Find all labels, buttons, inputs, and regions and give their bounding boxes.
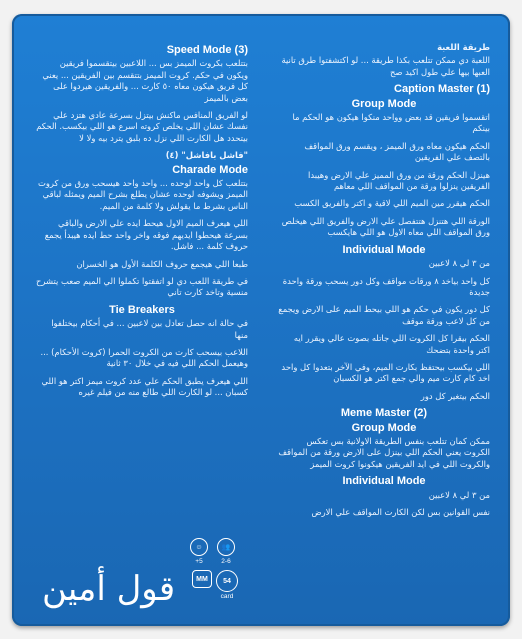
charade-mode-text-2: اللي هيعرف الميم الاول هيحط ايده علي الارض والباقي بسرعة هيحطوا ايديهم فوقه واخر واحد حط ايده هيبدأ يجمع حروف كلمة ... فاشل. — [44, 218, 248, 252]
group-mode-text-2: الحكم هيكون معاه ورق الميمز ، ويقسم ورق المواقف بالتصف علي الفريقين — [304, 140, 490, 163]
game-method-title: طريقة اللعبة — [437, 42, 490, 52]
tie-breakers-text: في حالة انه حصل تعادل بين لاعبين ... في أحكام بيختلفوا منها — [51, 318, 248, 340]
individual-mode-text: من ٣ لي ٨ لاعبين — [428, 258, 490, 269]
speed-mode-text: بتتلعب بكروت الميمز بس ... اللاعبين بيتقسموا فريقين ويكون في حكم. كروت الميمز بتتقسم بين الفريقين ... يعني كل فريق هيكون معاه ٥٠ كارت ... والفريقين هيردوا على بعض بالميمز — [42, 58, 248, 103]
speed-mode-text-2: لو الفريق المنافس ماكنش بيتزل بسرعة عادي هتزد علي نفسك عشان اللي يخلص كروته اسرع هو اللي بيكسب. الحكم بيتحدد هل الكارت اللي نزل ده بلبق يترد بيه ولا لا — [36, 110, 248, 143]
group-mode-text: اتقسموا فريقين قد بعض وواحد منكوا هيكون هو الحكم ما بينكم — [292, 112, 490, 134]
individual-mode-2-text-2: نفس القوانين بس لكن الكارت المواقف علي الارض — [311, 507, 490, 517]
charade-mode-text-4: في طريقة اللعب دي لو اتفقتوا تكملوا الي الميم صعب يتشرح منسية وتاخد كارت تاني — [36, 275, 248, 298]
meme-master-heading: Meme Master (2) — [340, 407, 428, 420]
charade-mode-arabic-title: "فاشل بافاشل" (٤) — [165, 150, 248, 161]
cards-count: 54 — [223, 577, 231, 585]
speed-mode-heading: Speed Mode (3) — [166, 44, 248, 56]
right-column — [278, 42, 490, 524]
individual-mode-2-heading: Individual Mode — [342, 475, 426, 488]
group-mode-2-heading: Group Mode — [351, 421, 417, 434]
individual-mode-text-3: كل دور يكون في حكم هو اللي بيحط الميم على الارض ويجمع من كل لاعب ورقة موقف — [278, 304, 490, 326]
tie-breakers-text-2: اللاعب بيسحب كارت من الكروت الحمرا (كروت الأحكام) ... وهيعمل الحكم اللي فيه في خلال ٣٠ ثانية — [40, 346, 248, 369]
cards-unit: card — [220, 593, 234, 600]
group-mode-2-text: ممكن كمان تتلعب بنفس الطريقة الاولانية بس تعكس الكروت يعني الحكم اللي بينزل على الارض ورقة من المواقف والكروت اللي في ايد الفريقين هيكونوا كروت الميمز — [278, 435, 490, 469]
game-method-text: اللعبة دي ممكن تتلعب بكذا طريقة ... لو اكتشفتوا طرق تانية العبها بيها علي طول اكيد صح — [281, 55, 490, 77]
group-mode-text-5: الورقة اللي هتنزل هتتفصل علي الارض والفريق اللي هيخلص ورق المواقف اللي معاه الاول هو اللي هايكسب — [281, 215, 490, 238]
individual-mode-text-6: الحكم بيتغير كل دور — [420, 390, 490, 401]
charade-mode-text: بتتلعب كل واحد لوحده ... واحد واحد هيسحب ورق من كروت الميمز ويشوفه لوحده عشان يطلع بشرح الميم ويمثله لباقي الناس بشرط ما يقولش ولا كلمة من الميم. — [37, 178, 248, 211]
players-label: 2-6 — [221, 558, 231, 565]
charade-mode-text-3: طبعا اللي هيجمع حروف الكلمة الأول هو الخسران — [76, 258, 248, 269]
individual-mode-text-5: اللي بيكسب بيحتفظ بكارت الميم، وفي الآخر بتعدوا كل واحد اخد كام كارت ميم والي جمع اكتر هو الكسبان — [281, 361, 490, 384]
age-icon: ☺ — [190, 538, 208, 556]
brand-logo: قول أمين — [42, 569, 176, 609]
group-mode-text-3: هينزل الحكم ورقة من ورق المميز علي الارض وهيبدا الفريقين ينزلوا ورقة من المواقف اللي معاهم — [308, 169, 490, 192]
cards-count-badge — [216, 570, 238, 592]
game-box-back — [12, 14, 510, 626]
individual-mode-heading: Individual Mode — [342, 243, 426, 256]
individual-mode-text-4: الحكم بيقرا كل الكروت اللي جاتله بصوت عالي ويقرر ايه اكتر واحدة بتضحك — [293, 333, 490, 355]
caption-master-heading: Caption Master (1) — [394, 83, 490, 96]
brand-mark: MM — [192, 570, 212, 588]
left-column — [36, 42, 248, 405]
charade-mode-heading: Charade Mode — [172, 163, 248, 176]
individual-mode-text-2: كل واحد بياخد ٨ ورقات مواقف وكل دور يسحب ورقة واحدة جديدة — [282, 275, 490, 297]
group-mode-heading: Group Mode — [351, 97, 417, 110]
individual-mode-2-text: من ٣ لي ٨ لاعبين — [428, 489, 490, 500]
group-mode-text-4: الحكم هيقرر مين الميم اللي لاقية و اكتر والفريق الكسب — [294, 198, 490, 209]
tie-breakers-text-3: اللي هيعرف يطبق الحكم علي عدد كروت ميمز اكتر هو اللي كسبان ... لو الكارت اللي طالع منه من فيلم غيره — [41, 375, 248, 398]
age-label: +5 — [195, 558, 203, 565]
players-icon: 👥 — [217, 538, 235, 556]
tie-breakers-heading: Tie Breakers — [109, 303, 175, 316]
